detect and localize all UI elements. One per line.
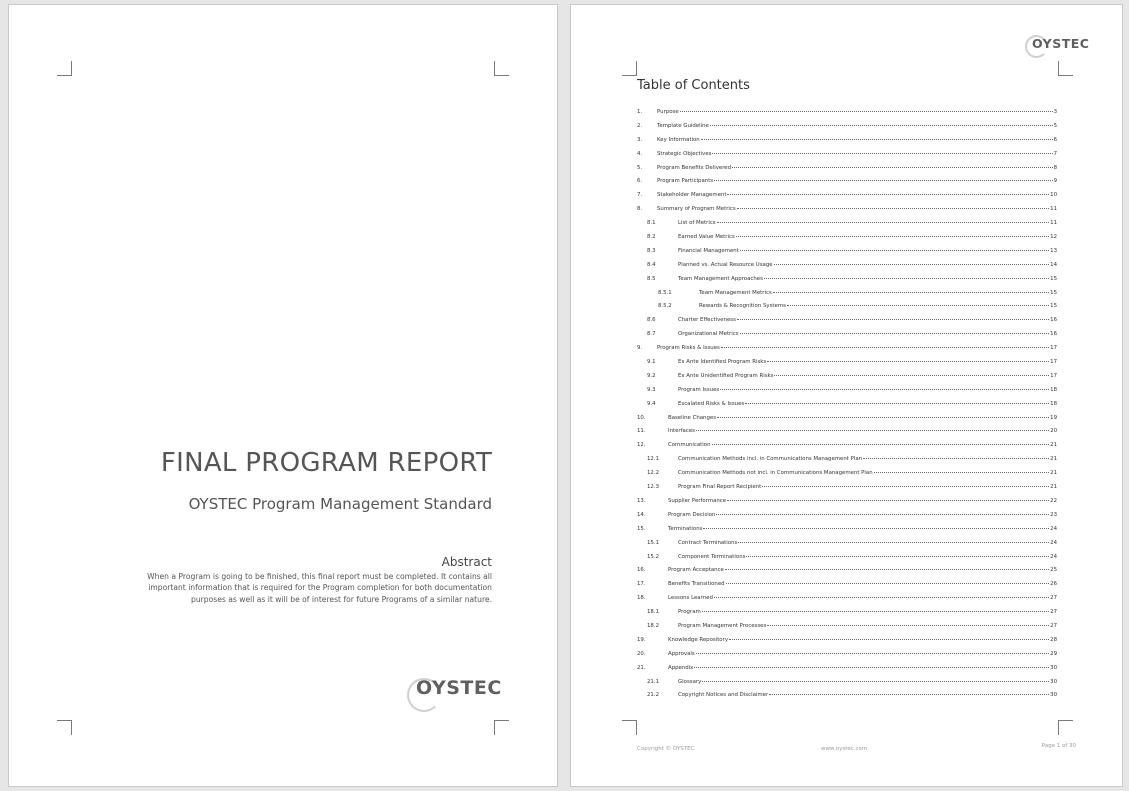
- toc-entry[interactable]: [637, 526, 1057, 540]
- toc-entry-leader: [746, 556, 1049, 557]
- toc-entry-leader: [721, 347, 1049, 348]
- toc-entry-number: 14.: [637, 511, 646, 518]
- toc-page: [570, 4, 1123, 787]
- toc-entry-label: Benefits Transitioned: [668, 581, 725, 588]
- toc-entry-label: Program Participants: [657, 178, 714, 185]
- toc-entry-label: Communication Methods not incl. in Communications Management Plan: [678, 470, 873, 477]
- toc-entry-label: Approvals: [668, 650, 695, 657]
- toc-entry-leader: [729, 639, 1049, 640]
- abstract-heading: Abstract: [441, 555, 492, 569]
- toc-entry-leader: [680, 111, 1053, 112]
- toc-entry-number: 2.: [637, 122, 643, 129]
- toc-entry-leader: [732, 167, 1053, 168]
- toc-entry-label: Lessons Learned: [668, 595, 713, 602]
- toc-entry-page: 27: [1050, 609, 1057, 616]
- toc-entry[interactable]: [637, 317, 1057, 331]
- toc-entry-label: Program: [678, 609, 701, 616]
- toc-entry-leader: [727, 500, 1049, 501]
- crop-mark-top-left: [57, 61, 72, 76]
- toc-entry-page: 23: [1050, 511, 1057, 518]
- toc-entry-label: Team Management Approaches: [678, 275, 763, 282]
- toc-entry-page: 26: [1050, 581, 1057, 588]
- toc-entry[interactable]: [637, 470, 1057, 484]
- toc-entry-number: 17.: [637, 581, 646, 588]
- footer-page-indicator: Page 1 of 30: [1041, 743, 1076, 749]
- toc-title: Table of Contents: [637, 78, 750, 93]
- toc-entry-page: 27: [1050, 622, 1057, 629]
- toc-list: [637, 109, 1057, 706]
- toc-entry-number: 8.: [637, 206, 643, 213]
- toc-entry-number: 8.5.1: [658, 289, 672, 296]
- toc-entry-page: 19: [1050, 414, 1057, 421]
- cover-subtitle: OYSTEC Program Management Standard: [188, 495, 492, 513]
- toc-entry[interactable]: [637, 679, 1057, 693]
- toc-entry-leader: [769, 694, 1049, 695]
- toc-entry[interactable]: [637, 581, 1057, 595]
- toc-entry-page: 30: [1050, 692, 1057, 699]
- toc-entry[interactable]: [637, 178, 1057, 192]
- toc-entry-leader: [720, 389, 1049, 390]
- crop-mark-top-left: [622, 61, 637, 76]
- toc-entry-number: 9.3: [647, 386, 656, 393]
- toc-entry-page: 29: [1050, 650, 1057, 657]
- toc-entry-leader: [874, 472, 1050, 473]
- toc-entry-number: 21.2: [647, 692, 660, 699]
- toc-entry-leader: [764, 278, 1049, 279]
- toc-entry-number: 8.1: [647, 220, 656, 227]
- footer-copyright: Copyright © OYSTEC: [637, 746, 695, 752]
- toc-entry[interactable]: [637, 276, 1057, 290]
- toc-entry-page: 24: [1050, 539, 1057, 546]
- toc-entry-leader: [773, 292, 1049, 293]
- toc-entry-label: Supplier Performance: [668, 497, 727, 504]
- toc-entry[interactable]: [637, 415, 1057, 429]
- toc-entry-number: 3.: [637, 136, 643, 143]
- toc-entry[interactable]: [637, 109, 1057, 123]
- toc-entry-number: 4.: [637, 150, 643, 157]
- toc-entry-label: Program Final Report Recipient: [678, 484, 762, 491]
- toc-entry-leader: [727, 194, 1049, 195]
- toc-entry-number: 8.4: [647, 261, 656, 268]
- toc-entry-page: 20: [1050, 428, 1057, 435]
- toc-entry[interactable]: [637, 651, 1057, 665]
- abstract-text: When a Program is going to be finished, this final report must be completed. It contains all important information that is required for the Program completion for both documentation purposes as well as it will be of interest for future Programs of a similar nature.: [147, 572, 492, 604]
- toc-entry-page: 21: [1050, 456, 1057, 463]
- crop-mark-bottom-left: [622, 720, 637, 735]
- toc-entry-page: 3: [1053, 109, 1057, 115]
- toc-entry-label: Key Information: [657, 136, 700, 143]
- toc-entry-page: 10: [1050, 192, 1057, 199]
- crop-mark-bottom-right: [1058, 720, 1073, 735]
- toc-entry[interactable]: [637, 192, 1057, 206]
- toc-entry-number: 15.: [637, 525, 646, 532]
- toc-entry-number: 9.2: [647, 372, 656, 379]
- toc-entry-page: 27: [1050, 595, 1057, 602]
- toc-entry-leader: [737, 319, 1049, 320]
- toc-entry-number: 12.2: [647, 470, 660, 477]
- cover-title: FINAL PROGRAM REPORT: [160, 448, 492, 478]
- toc-entry-number: 8.7: [647, 331, 656, 338]
- toc-entry-number: 8.5: [647, 275, 656, 282]
- toc-entry-page: 24: [1050, 525, 1057, 532]
- oystec-logo: [407, 677, 502, 699]
- toc-entry[interactable]: [637, 331, 1057, 345]
- toc-entry[interactable]: [637, 290, 1057, 304]
- toc-entry-leader: [863, 458, 1049, 459]
- toc-entry-leader: [767, 361, 1049, 362]
- toc-entry[interactable]: [637, 137, 1057, 151]
- toc-entry-page: 28: [1050, 636, 1057, 643]
- logo-wordmark: OYSTEC: [1032, 36, 1090, 51]
- toc-entry-label: Terminations: [668, 525, 703, 532]
- crop-mark-top-right: [1058, 61, 1073, 76]
- cover-page: [8, 4, 558, 787]
- toc-entry-number: 8.6: [647, 317, 656, 324]
- toc-entry-leader: [701, 139, 1053, 140]
- toc-entry-number: 13.: [637, 497, 646, 504]
- toc-entry-page: 18: [1050, 400, 1057, 407]
- toc-entry-number: 21.1: [647, 678, 660, 685]
- toc-entry-leader: [712, 153, 1052, 154]
- toc-entry-number: 18.: [637, 595, 646, 602]
- toc-entry-leader: [710, 125, 1053, 126]
- toc-entry-leader: [740, 250, 1049, 251]
- toc-entry-leader: [736, 236, 1049, 237]
- toc-entry[interactable]: [637, 248, 1057, 262]
- logo-wordmark: OYSTEC: [416, 677, 502, 699]
- toc-entry[interactable]: [637, 123, 1057, 137]
- toc-entry-leader: [714, 180, 1052, 181]
- toc-entry-page: 18: [1050, 386, 1057, 393]
- toc-entry-number: 5.: [637, 164, 643, 171]
- toc-entry-page: 21: [1050, 484, 1057, 491]
- toc-entry-number: 12.: [637, 442, 646, 449]
- toc-entry-number: 9.4: [647, 400, 656, 407]
- toc-entry-page: 17: [1050, 345, 1057, 352]
- toc-entry-page: 21: [1050, 442, 1057, 449]
- toc-entry[interactable]: [637, 554, 1057, 568]
- toc-entry[interactable]: [637, 401, 1057, 415]
- toc-entry-label: Summary of Program Metrics: [657, 206, 736, 213]
- crop-mark-bottom-left: [57, 720, 72, 735]
- toc-entry-number: 9.: [637, 345, 643, 352]
- toc-entry-number: 19.: [637, 636, 646, 643]
- header-oystec-logo: [1025, 35, 1090, 51]
- toc-entry-label: Program Benefits Delivered: [657, 164, 732, 171]
- toc-entry-label: Glossary: [678, 678, 702, 685]
- toc-entry-leader: [694, 667, 1049, 668]
- toc-entry-number: 11.: [637, 428, 646, 435]
- toc-entry[interactable]: [637, 165, 1057, 179]
- toc-entry[interactable]: [637, 609, 1057, 623]
- crop-mark-bottom-right: [494, 720, 509, 735]
- toc-entry-page: 9: [1053, 178, 1057, 185]
- toc-entry-leader: [740, 333, 1050, 334]
- toc-entry-number: 8.5.2: [658, 303, 672, 310]
- toc-entry-label: Copyright Notices and Disclaimer: [678, 692, 769, 699]
- toc-entry-number: 18.2: [647, 622, 660, 629]
- toc-entry-page: 22: [1050, 497, 1057, 504]
- toc-entry-page: 24: [1050, 553, 1057, 560]
- toc-entry[interactable]: [637, 442, 1057, 456]
- toc-entry-number: 9.1: [647, 359, 656, 366]
- toc-entry-label: Program Management Processes: [678, 622, 767, 629]
- toc-entry[interactable]: [637, 303, 1057, 317]
- toc-entry-number: 12.1: [647, 456, 660, 463]
- toc-entry[interactable]: [637, 637, 1057, 651]
- toc-entry-page: 15: [1050, 303, 1057, 310]
- toc-entry[interactable]: [637, 151, 1057, 165]
- toc-entry-page: 30: [1050, 678, 1057, 685]
- toc-entry-page: 12: [1050, 234, 1057, 241]
- toc-entry-number: 7.: [637, 192, 643, 199]
- toc-entry-label: Appendix: [668, 664, 694, 671]
- toc-entry-number: 15.2: [647, 553, 660, 560]
- toc-entry[interactable]: [637, 498, 1057, 512]
- toc-entry[interactable]: [637, 456, 1057, 470]
- toc-entry-leader: [702, 681, 1049, 682]
- toc-entry-number: 16.: [637, 567, 646, 574]
- toc-entry-page: 5: [1053, 122, 1057, 129]
- toc-entry-label: Charter Effectiveness: [678, 317, 736, 324]
- toc-entry[interactable]: [637, 234, 1057, 248]
- toc-entry-page: 17: [1050, 372, 1057, 379]
- toc-entry-label: Baseline Changes: [668, 414, 717, 421]
- toc-entry-label: Ex Ante Identified Program Risks: [678, 359, 767, 366]
- toc-entry-leader: [702, 611, 1049, 612]
- toc-entry[interactable]: [637, 623, 1057, 637]
- toc-entry-leader: [725, 569, 1049, 570]
- toc-entry-page: 16: [1050, 331, 1057, 338]
- toc-entry-number: 21.: [637, 664, 646, 671]
- toc-entry-leader: [767, 625, 1049, 626]
- toc-entry-label: Planned vs. Actual Resource Usage: [678, 261, 773, 268]
- toc-entry[interactable]: [637, 359, 1057, 373]
- toc-entry-leader: [714, 597, 1049, 598]
- toc-entry-page: 17: [1050, 359, 1057, 366]
- toc-entry-label: Purpose: [657, 109, 679, 115]
- toc-entry[interactable]: [637, 567, 1057, 581]
- toc-entry-page: 30: [1050, 664, 1057, 671]
- toc-entry-label: Program Issues: [678, 386, 720, 393]
- toc-entry-number: 20.: [637, 650, 646, 657]
- toc-entry[interactable]: [637, 262, 1057, 276]
- toc-entry-label: Rewards & Recognition Systems: [699, 303, 786, 310]
- toc-entry-leader: [774, 264, 1050, 265]
- toc-entry-leader: [745, 403, 1049, 404]
- toc-entry-label: List of Metrics: [678, 220, 716, 227]
- toc-entry-page: 11: [1050, 206, 1057, 213]
- toc-entry-page: 15: [1050, 275, 1057, 282]
- toc-entry-leader: [762, 486, 1049, 487]
- toc-entry-number: 8.3: [647, 247, 656, 254]
- toc-entry-label: Team Management Metrics: [699, 289, 772, 296]
- toc-entry-number: 15.1: [647, 539, 660, 546]
- toc-entry[interactable]: [637, 665, 1057, 679]
- toc-entry-number: 18.1: [647, 609, 660, 616]
- toc-entry[interactable]: [637, 484, 1057, 498]
- toc-entry-page: 13: [1050, 247, 1057, 254]
- toc-entry-page: 7: [1053, 150, 1057, 157]
- toc-entry-label: Template Guideline: [657, 122, 709, 129]
- toc-entry-label: Program Risks & Issues: [657, 345, 720, 352]
- toc-entry[interactable]: [637, 428, 1057, 442]
- toc-entry-label: Knowledge Repository: [668, 636, 729, 643]
- crop-mark-top-right: [494, 61, 509, 76]
- toc-entry-page: 25: [1050, 567, 1057, 574]
- toc-entry-number: 8.2: [647, 234, 656, 241]
- toc-entry-page: 6: [1053, 136, 1057, 143]
- toc-entry-leader: [787, 305, 1049, 306]
- toc-entry-leader: [737, 208, 1049, 209]
- toc-entry-leader: [703, 528, 1049, 529]
- toc-entry[interactable]: [637, 387, 1057, 401]
- toc-entry-number: 6.: [637, 178, 643, 185]
- toc-entry[interactable]: [637, 512, 1057, 526]
- toc-entry-leader: [696, 430, 1049, 431]
- toc-entry-label: Program Acceptance: [668, 567, 724, 574]
- toc-entry-label: Strategic Objectives: [657, 150, 712, 157]
- toc-entry-label: Escalated Risks & Issues: [678, 400, 745, 407]
- toc-entry-page: 14: [1050, 261, 1057, 268]
- toc-entry-label: Interfaces: [668, 428, 695, 435]
- toc-entry-page: 16: [1050, 317, 1057, 324]
- toc-entry-leader: [774, 375, 1049, 376]
- toc-entry-page: 21: [1050, 470, 1057, 477]
- toc-entry[interactable]: [637, 692, 1057, 706]
- toc-entry-number: 1.: [637, 109, 643, 115]
- toc-entry-label: Contract Terminations: [678, 539, 738, 546]
- toc-entry-page: 15: [1050, 289, 1057, 296]
- toc-entry-leader: [696, 653, 1049, 654]
- toc-entry-label: Stakeholder Management: [657, 192, 727, 199]
- toc-entry-label: Program Decision: [668, 511, 716, 518]
- toc-entry[interactable]: [637, 595, 1057, 609]
- footer-website: www.oystec.com: [821, 746, 868, 752]
- toc-entry-number: 12.3: [647, 484, 660, 491]
- toc-entry-label: Communication: [668, 442, 711, 449]
- toc-entry-label: Communication Methods incl. in Communications Management Plan: [678, 456, 863, 463]
- toc-entry-label: Financial Management: [678, 247, 739, 254]
- toc-entry-leader: [738, 542, 1049, 543]
- toc-entry-label: Component Terminations: [678, 553, 746, 560]
- toc-entry[interactable]: [637, 220, 1057, 234]
- toc-entry[interactable]: [637, 206, 1057, 220]
- toc-entry[interactable]: [637, 540, 1057, 554]
- toc-entry-label: Earned Value Metrics: [678, 234, 735, 241]
- toc-entry[interactable]: [637, 345, 1057, 359]
- toc-entry-page: 11: [1050, 220, 1057, 227]
- toc-entry[interactable]: [637, 373, 1057, 387]
- toc-entry-leader: [726, 583, 1050, 584]
- toc-entry-page: 8: [1053, 164, 1057, 171]
- toc-entry-leader: [712, 444, 1050, 445]
- toc-entry-label: Ex Ante Unidentified Program Risks: [678, 372, 774, 379]
- toc-entry-number: 10.: [637, 414, 646, 421]
- toc-entry-leader: [717, 222, 1050, 223]
- toc-entry-leader: [717, 417, 1049, 418]
- toc-entry-label: Organizational Metrics: [678, 331, 739, 338]
- toc-entry-leader: [716, 514, 1049, 515]
